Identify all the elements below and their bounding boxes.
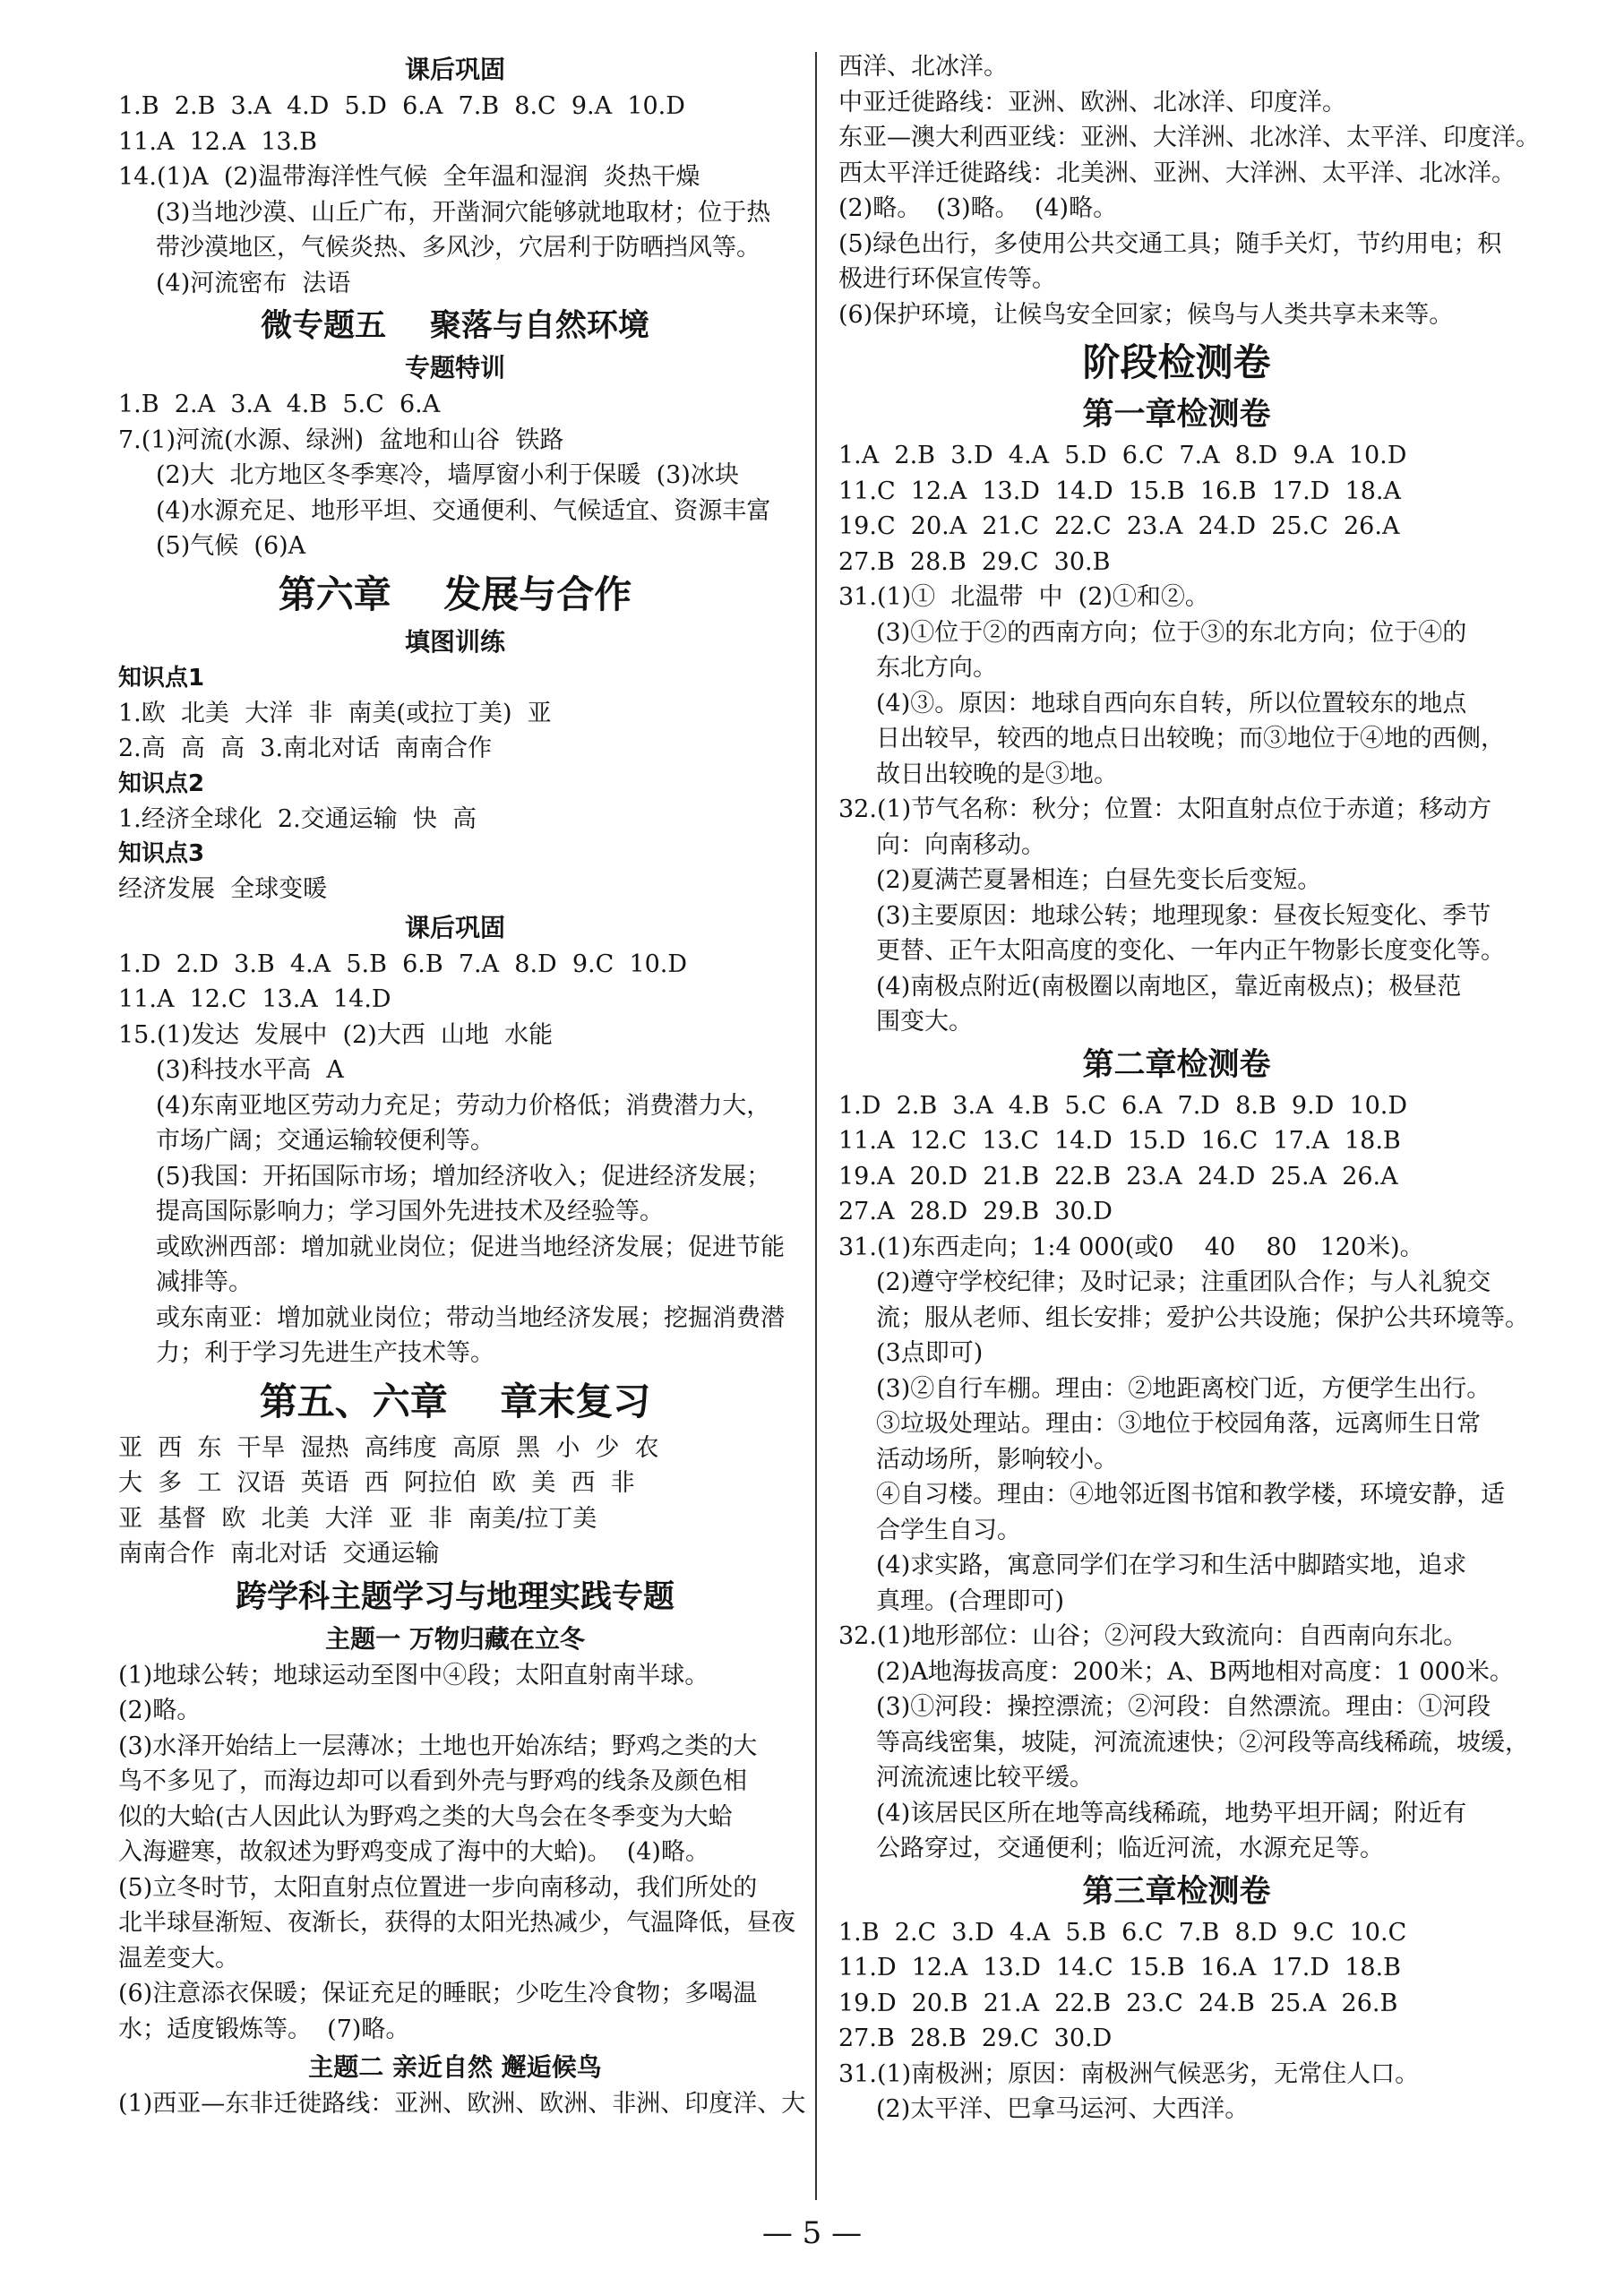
- answer-line: 31.(1)① 北温带 中 (2)①和②。: [838, 583, 1209, 611]
- left-column: [118, 49, 806, 2122]
- answer-line-indented: (3)当地沙漠、山丘广布，开凿洞穴能够就地取材；位于热: [156, 198, 771, 227]
- answer-line: 1.A 2.B 3.D 4.A 5.D 6.C 7.A 8.D 9.A 10.D: [838, 442, 1407, 469]
- answer-line: 东亚—澳大利西亚线：亚洲、大洋洲、北冰洋、太平洋、印度洋。: [838, 124, 1540, 151]
- answer-line-indented: 围变大。: [876, 1008, 973, 1036]
- answer-line: 亚 西 东 干旱 湿热 高纬度 高原 黑 小 少 农: [118, 1433, 659, 1462]
- answer-line: 11.A 12.C 13.A 14.D: [118, 985, 391, 1013]
- answer-line: (3)水泽开始结上一层薄冰；土地也开始冻结；野鸡之类的大: [118, 1732, 758, 1760]
- answer-line-indented: (4)求实路，寓意同学们在学习和生活中脚踏实地，追求: [876, 1552, 1467, 1579]
- answer-line: 极进行环保宣传等。: [838, 265, 1056, 293]
- answer-line: 31.(1)东西走向；1:4 000(或0 40 80 120米)。: [838, 1233, 1424, 1261]
- answer-line-indented: 故日出较晚的是③地。: [876, 760, 1118, 788]
- answer-line-indented: (3)科技水平高 A: [156, 1056, 344, 1084]
- answer-line-indented: (4)河流密布 法语: [156, 269, 351, 297]
- answer-line: 11.D 12.A 13.D 14.C 15.B 16.A 17.D 18.B: [838, 1954, 1401, 1981]
- knowledge-point-label: 知识点1: [118, 664, 205, 692]
- answer-line-indented: (3)①河段：操控漂流；②河段：自然漂流。理由：①河段: [876, 1693, 1491, 1721]
- answer-line: 大 多 工 汉语 英语 西 阿拉伯 欧 美 西 非: [118, 1469, 635, 1497]
- section-subheading: 主题二 亲近自然 邂逅候鸟: [308, 2052, 602, 2082]
- answer-line-indented: 公路穿过，交通便利；临近河流，水源充足等。: [876, 1835, 1384, 1862]
- answer-line-indented: (4)③。原因：地球自西向东自转，所以位置较东的地点: [876, 689, 1467, 718]
- answer-line-indented: (2)大 北方地区冬季寒冷，墙厚窗小利于保暖 (3)冰块: [156, 461, 739, 489]
- chapter-heading: 第六章 发展与合作: [278, 572, 632, 616]
- section-subheading: 课后巩固: [404, 55, 505, 84]
- answer-line: 11.A 12.C 13.C 14.D 15.D 16.C 17.A 18.B: [838, 1127, 1401, 1155]
- answer-line: (1)地球公转；地球运动至图中④段；太阳直射南半球。: [118, 1661, 709, 1689]
- answer-line: 11.C 12.A 13.D 14.D 15.B 16.B 17.D 18.A: [838, 477, 1401, 505]
- answer-line-indented: (2)太平洋、巴拿马运河、大西洋。: [876, 2095, 1250, 2123]
- answer-line-indented: ③垃圾处理站。理由：③地位于校园角落，远离师生日常: [876, 1410, 1481, 1438]
- answer-line-indented: (5)气候 (6)A: [156, 532, 306, 560]
- page-number: — 5 —: [761, 2215, 863, 2251]
- answer-line: 入海避寒，故叙述为野鸡变成了海中的大蛤)。 (4)略。: [118, 1838, 709, 1866]
- answer-line-indented: ④自习楼。理由：④地邻近图书馆和教学楼，环境安静，适: [876, 1481, 1505, 1509]
- answer-line-indented: (4)水源充足、地形平坦、交通便利、气候适宜、资源丰富: [156, 496, 771, 525]
- answer-line-indented: 更替、正午太阳高度的变化、一年内正午物影长度变化等。: [876, 937, 1505, 965]
- answer-line-indented: (4)东南亚地区劳动力充足；劳动力价格低；消费潜力大，: [156, 1091, 771, 1120]
- answer-line-indented: 减排等。: [156, 1268, 253, 1296]
- answer-line: 经济发展 全球变暖: [118, 875, 328, 903]
- section-heading: 第三章检测卷: [1082, 1873, 1271, 1910]
- chapter-heading: 阶段检测卷: [1082, 340, 1271, 384]
- answer-line: 32.(1)节气名称：秋分；位置：太阳直射点位于赤道；移动方: [838, 795, 1492, 823]
- answer-line-indented: 河流流速比较平缓。: [876, 1764, 1094, 1792]
- answer-line-indented: (3)①位于②的西南方向；位于③的东北方向；位于④的: [876, 618, 1467, 647]
- answer-line: 1.B 2.A 3.A 4.B 5.C 6.A: [118, 391, 441, 418]
- answer-line-indented: 力；利于学习先进生产技术等。: [156, 1339, 494, 1367]
- answer-line: 32.(1)地形部位：山谷；②河段大致流向：自西南向东北。: [838, 1622, 1468, 1650]
- section-subheading: 课后巩固: [404, 912, 505, 942]
- answer-line-indented: 或东南亚：增加就业岗位；带动当地经济发展；挖掘消费潜: [156, 1303, 785, 1332]
- section-subheading: 填图训练: [404, 626, 505, 657]
- answer-line: 中亚迁徙路线：亚洲、欧洲、北冰洋、印度洋。: [838, 88, 1346, 116]
- answer-line: (5)立冬时节，太阳直射点位置进一步向南移动，我们所处的: [118, 1873, 758, 1902]
- section-heading: 第二章检测卷: [1082, 1046, 1271, 1083]
- answer-line-indented: (4)该居民区所在地等高线稀疏，地势平坦开阔；附近有: [876, 1799, 1467, 1827]
- answer-line: 27.B 28.B 29.C 30.B: [838, 547, 1111, 576]
- answer-line-indented: (2)A地海拔高度：200米；A、B两地相对高度：1 000米。: [876, 1657, 1514, 1686]
- section-heading: 跨学科主题学习与地理实践专题: [235, 1578, 675, 1615]
- answer-line: 西洋、北冰洋。: [838, 53, 1008, 81]
- answer-line: 7.(1)河流(水源、绿洲) 盆地和山谷 铁路: [118, 426, 564, 454]
- answer-line: 1.B 2.C 3.D 4.A 5.B 6.C 7.B 8.D 9.C 10.C: [838, 1918, 1407, 1947]
- answer-line: 西太平洋迁徙路线：北美洲、亚洲、大洋洲、太平洋、北冰洋。: [838, 159, 1516, 187]
- answer-line: 温差变大。: [118, 1944, 239, 1973]
- answer-line-indented: 市场广阔；交通运输较便利等。: [156, 1127, 494, 1155]
- answer-line-indented: (4)南极点附近(南极圈以南地区，靠近南极点)；极昼范: [876, 972, 1462, 1001]
- answer-line: 31.(1)南极洲；原因：南极洲气候恶劣，无常住人口。: [838, 2059, 1420, 2088]
- answer-line: (2)略。: [118, 1697, 202, 1724]
- answer-line-indented: 提高国际影响力；学习国外先进技术及经验等。: [156, 1198, 664, 1225]
- answer-line: 19.D 20.B 21.A 22.B 23.C 24.B 25.A 26.B: [838, 1989, 1398, 2017]
- answer-line: 北半球昼渐短、夜渐长，获得的太阳光热减少，气温降低，昼夜: [118, 1909, 795, 1937]
- answer-line: (5)绿色出行，多使用公共交通工具；随手关灯，节约用电；积: [838, 229, 1502, 258]
- section-subheading: 专题特训: [404, 353, 505, 383]
- answer-line-indented: 向：向南移动。: [876, 830, 1045, 859]
- answer-line: (6)注意添衣保暖；保证充足的睡眠；少吃生冷食物；多喝温: [118, 1980, 758, 2007]
- knowledge-point-label: 知识点2: [118, 769, 205, 797]
- section-heading: 第一章检测卷: [1082, 397, 1271, 433]
- answer-line: 27.B 28.B 29.C 30.D: [838, 2024, 1113, 2052]
- answer-line-indented: 流；服从老师、组长安排；爱护公共设施；保护公共环境等。: [876, 1303, 1529, 1332]
- column-divider: [815, 52, 817, 2200]
- answer-line-indented: 带沙漠地区，气候炎热、多风沙，穴居利于防晒挡风等。: [156, 234, 760, 262]
- answer-line-indented: (2)遵守学校纪律；及时记录；注重团队合作；与人礼貌交: [876, 1268, 1491, 1296]
- knowledge-point-label: 知识点3: [118, 840, 205, 867]
- answer-line-indented: (3)主要原因：地球公转；地理现象：昼夜长短变化、季节: [876, 901, 1491, 930]
- answer-line: 27.A 28.D 29.B 30.D: [838, 1198, 1113, 1225]
- answer-line: 鸟不多见了，而海边却可以看到外壳与野鸡的线条及颜色相: [118, 1767, 747, 1795]
- answer-line: 1.D 2.D 3.B 4.A 5.B 6.B 7.A 8.D 9.C 10.D: [118, 950, 688, 978]
- answer-line: 似的大蛤(古人因此认为野鸡之类的大鸟会在冬季变为大蛤: [118, 1802, 733, 1831]
- answer-line-indented: 真理。(合理即可): [876, 1586, 1065, 1615]
- answer-line-indented: 活动场所，影响较小。: [876, 1445, 1118, 1474]
- answer-line: 水；适度锻炼等。 (7)略。: [118, 2015, 410, 2043]
- answer-line: 11.A 12.A 13.B: [118, 127, 317, 156]
- answer-line-indented: 东北方向。: [876, 654, 997, 682]
- right-column: [838, 49, 1540, 2128]
- answer-line-indented: (3)②自行车棚。理由：②地距离校门近，方便学生出行。: [876, 1374, 1491, 1403]
- answer-line: 南南合作 南北对话 交通运输: [118, 1540, 440, 1568]
- answer-line: 19.A 20.D 21.B 22.B 23.A 24.D 25.A 26.A: [838, 1162, 1398, 1191]
- answer-line-indented: (2)夏满芒夏暑相连；白昼先变长后变短。: [876, 866, 1322, 894]
- answer-line: 1.经济全球化 2.交通运输 快 高: [118, 804, 477, 833]
- section-subheading: 主题一 万物归藏在立冬: [325, 1623, 585, 1654]
- answer-line: 2.高 高 高 3.南北对话 南南合作: [118, 735, 493, 762]
- section-heading: 微专题五 聚落与自然环境: [261, 308, 649, 344]
- answer-line: 19.C 20.A 21.C 22.C 23.A 24.D 25.C 26.A: [838, 512, 1400, 540]
- answer-line: (6)保护环境，让候鸟安全回家；候鸟与人类共享未来等。: [838, 300, 1454, 329]
- chapter-heading: 第五、六章 章末复习: [259, 1379, 651, 1423]
- answer-line: 亚 基督 欧 北美 大洋 亚 非 南美/拉丁美: [118, 1504, 597, 1533]
- answer-line: 1.B 2.B 3.A 4.D 5.D 6.A 7.B 8.C 9.A 10.D: [118, 92, 685, 120]
- answer-line-indented: (5)我国：开拓国际市场；增加经济收入；促进经济发展；: [156, 1162, 771, 1191]
- answer-line-indented: (3点即可): [876, 1339, 984, 1367]
- answer-line-indented: 合学生自习。: [876, 1516, 1021, 1544]
- answer-line: 1.欧 北美 大洋 非 南美(或拉丁美) 亚: [118, 699, 552, 727]
- answer-line: 15.(1)发达 发展中 (2)大西 山地 水能: [118, 1020, 554, 1049]
- answer-line: (1)西亚—东非迁徙路线：亚洲、欧洲、欧洲、非洲、印度洋、大: [118, 2090, 806, 2118]
- answer-line: 14.(1)A (2)温带海洋性气候 全年温和湿润 炎热干燥: [118, 163, 700, 191]
- answer-line-indented: 日出较早，较西的地点日出较晚；而③地位于④地的西侧，: [876, 725, 1505, 752]
- answer-line-indented: 或欧洲西部：增加就业岗位；促进当地经济发展；促进节能: [156, 1233, 785, 1261]
- answer-line: (2)略。 (3)略。 (4)略。: [838, 194, 1118, 222]
- answer-line: 1.D 2.B 3.A 4.B 5.C 6.A 7.D 8.B 9.D 10.D: [838, 1091, 1408, 1120]
- answer-line-indented: 等高线密集，坡陡，河流流速快；②河段等高线稀疏，坡缓，: [876, 1728, 1529, 1757]
